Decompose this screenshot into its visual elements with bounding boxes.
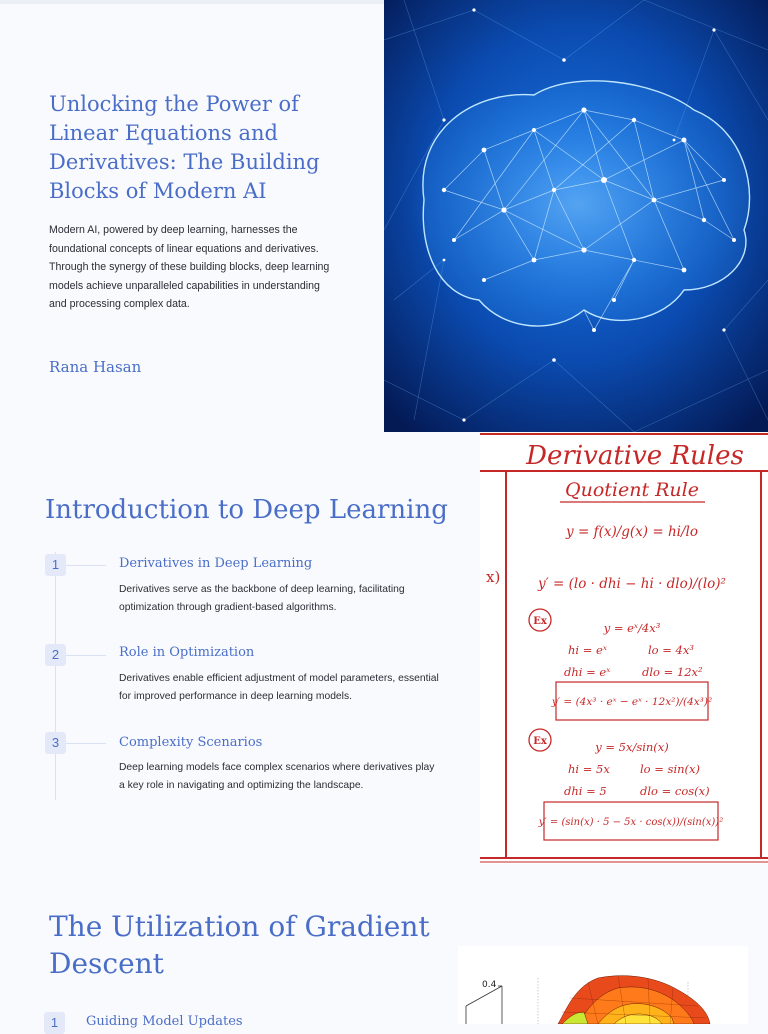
step-title: Guiding Model Updates [86,1014,243,1029]
example1-lo: lo = 4x³ [648,643,694,657]
example1-dlo: dlo = 12x² [642,665,703,679]
step-number: 1 [44,1012,65,1034]
step-title: Role in Optimization [119,645,255,660]
step-description: Deep learning models face complex scenarios where derivatives play a key role in navigating and optimizing the landscape. [119,762,435,791]
example2-hi: hi = 5x [568,762,610,776]
example2-result: y′ = (sin(x) · 5 − 5x · cos(x))/(sin(x))² [538,817,724,828]
step-number: 1 [45,554,66,576]
step-title: Derivatives in Deep Learning [119,556,313,571]
section-title-gradient-descent: The Utilization of Gradient Descent [49,910,430,980]
brain-network-image [384,0,768,432]
formula-definition: y = f(x)/g(x) = hi/lo [566,524,698,540]
example1-dhi: dhi = eˣ [564,665,611,679]
rules-heading: Derivative Rules [526,441,744,471]
step-number: 3 [45,732,66,754]
step-title: Complexity Scenarios [119,735,263,750]
hero-description: Modern AI, powered by deep learning, harnesses the foundational concepts of linear equations and derivatives. Through the synergy of these building blocks, deep learning models achieve unparalleled capabilities in understanding and processing complex data. [49,224,330,311]
axis-tick-label: 0.4 [482,980,497,990]
example2-function: y = 5x/sin(x) [595,740,669,754]
step-connector [66,655,106,656]
cropped-fragment: x) [486,568,501,586]
timeline-line [55,552,56,800]
formula-quotient-rule: y′ = (lo · dhi − hi · dlo)/(lo)² [538,576,726,592]
example1-hi: hi = eˣ [568,643,607,657]
example1-function: y = eˣ/4x³ [603,621,661,635]
top-divider [0,0,384,4]
surface-plot-image [458,946,748,1024]
example2-lo: lo = sin(x) [640,762,700,776]
example1-result: y′ = (4x³ · eˣ − eˣ · 12x²)/(4x³)² [551,696,713,708]
example-badge: Ex [533,736,547,747]
example2-dlo: dlo = cos(x) [640,784,710,798]
author-name: Rana Hasan [49,358,142,376]
example-badge: Ex [533,616,547,627]
step-connector [66,743,106,744]
hero-title: Unlocking the Power of Linear Equations and Derivatives: The Building Blocks of Modern AI [49,92,320,203]
derivative-rules-image [480,432,768,864]
section-title-intro: Introduction to Deep Learning [45,495,448,525]
example2-dhi: dhi = 5 [564,784,607,798]
rule-name: Quotient Rule [565,479,699,501]
step-description: Derivatives enable efficient adjustment of model parameters, essential for improved performance in deep learning models. [119,673,439,702]
step-description: Derivatives serve as the backbone of deep learning, facilitating optimization through gradient-based algorithms. [119,584,405,613]
step-connector [66,565,106,566]
step-number: 2 [45,644,66,666]
